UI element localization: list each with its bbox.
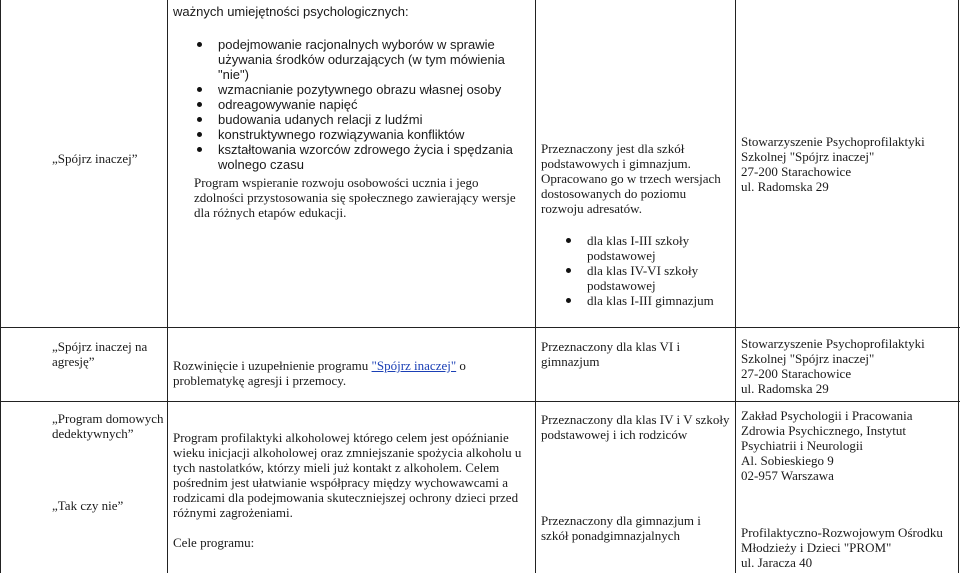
- column-divider-1: [167, 0, 168, 573]
- versions-list: [587, 233, 727, 308]
- org-line: Stowarzyszenie Psychoprofilaktyki: [741, 336, 925, 351]
- org-line: ul. Radomska 29: [741, 179, 829, 194]
- goals-label: Cele programu:: [173, 535, 255, 550]
- table-border-right: [958, 0, 959, 573]
- org-line: 02-957 Warszawa: [741, 468, 834, 483]
- organization-address-prom: [741, 525, 956, 570]
- spojrz-inaczej-link[interactable]: "Spójrz inaczej": [371, 358, 457, 373]
- description-text: Rozwinięcie i uzupełnienie programu: [173, 358, 372, 373]
- org-line: Stowarzyszenie Psychoprofilaktyki: [741, 134, 925, 149]
- column-divider-3: [735, 0, 736, 573]
- column-divider-2: [535, 0, 536, 573]
- list-item: dla klas I-III szkoły podstawowej: [587, 233, 727, 263]
- org-line: 27-200 Starachowice: [741, 164, 852, 179]
- list-item: dla klas IV-VI szkoły podstawowej: [587, 263, 727, 293]
- description-text: Program profilaktyki alkoholowej którego celem jest opóźnianie wieku inicjacji alkoholowej oraz zmniejszanie spożycia alkoholu u tych nastolatków, którzy mieli już kontakt z alkoholem. Celem pośrednim jest ułatwianie współpracy między wychowawcami a rodzicami dla podejmowania skuteczniejszej ochrony dzieci przed różnymi zagrożeniami.: [173, 430, 522, 520]
- skills-intro: ważnych umiejętności psychologicznych:: [173, 4, 409, 19]
- org-line: Al. Sobieskiego 9: [741, 453, 834, 468]
- list-item: kształtowania wzorców zdrowego życia i spędzania wolnego czasu: [218, 142, 530, 172]
- org-line: 27-200 Starachowice: [741, 366, 852, 381]
- table-border-left: [0, 0, 1, 573]
- org-line: Zakład Psychologii i Pracowania Zdrowia Psychicznego, Instytut Psychiatrii i Neurologii: [741, 408, 913, 453]
- organization-address: [741, 134, 956, 194]
- org-line: Szkolnej "Spójrz inaczej": [741, 149, 875, 164]
- target-audience-primary: Przeznaczony dla klas IV i V szkoły podstawowej i ich rodziców: [541, 412, 730, 442]
- program-name-agresja: „Spójrz inaczej na agresję”: [52, 339, 148, 369]
- list-item: podejmowanie racjonalnych wyborów w sprawie używania środków odurzających (w tym mówienia "nie"): [218, 37, 530, 82]
- organization-address: [741, 336, 956, 396]
- skills-list-block: [218, 37, 530, 172]
- org-line: ul. Radomska 29: [741, 381, 829, 396]
- target-audience: Przeznaczony jest dla szkół podstawowych i gimnazjum. Opracowano go w trzech wersjach dostosowanych do poziomu rozwoju adresatów.: [541, 141, 721, 216]
- row-divider-2: [0, 401, 960, 402]
- list-item: odreagowywanie napięć: [218, 97, 530, 112]
- program-name-spojrz-inaczej: „Spójrz inaczej”: [52, 151, 138, 166]
- versions-block: [587, 233, 727, 308]
- org-line: Szkolnej "Spójrz inaczej": [741, 351, 875, 366]
- program-name-domowi-detektywi: „Program domowych dedektywnych”: [52, 411, 164, 441]
- target-audience-secondary: Przeznaczony dla gimnazjum i szkół ponadgimnazjalnych: [541, 513, 701, 543]
- org-line: Profilaktyczno-Rozwojowym Ośrodku Młodzieży i Dzieci "PROM": [741, 525, 943, 555]
- program-name-tak-czy-nie: „Tak czy nie”: [52, 498, 124, 513]
- row-divider-1: [0, 327, 960, 328]
- program-description: Program wspieranie rozwoju osobowości ucznia i jego zdolności przystosowania się społecznego zawierający wersje dla różnych etapów edukacji.: [194, 175, 516, 220]
- description-text: o problematykę agresji i przemocy.: [173, 358, 466, 388]
- list-item: dla klas I-III gimnazjum: [587, 293, 727, 308]
- org-line: ul. Jaracza 40: [741, 555, 813, 570]
- program-description: [173, 358, 531, 388]
- list-item: budowania udanych relacji z ludźmi: [218, 112, 530, 127]
- skills-list: [218, 37, 530, 172]
- target-audience: Przeznaczony dla klas VI i gimnazjum: [541, 339, 681, 369]
- list-item: wzmacnianie pozytywnego obrazu własnej osoby: [218, 82, 530, 97]
- program-description: [173, 430, 533, 550]
- list-item: konstruktywnego rozwiązywania konfliktów: [218, 127, 530, 142]
- organization-address-warszawa: [741, 408, 956, 483]
